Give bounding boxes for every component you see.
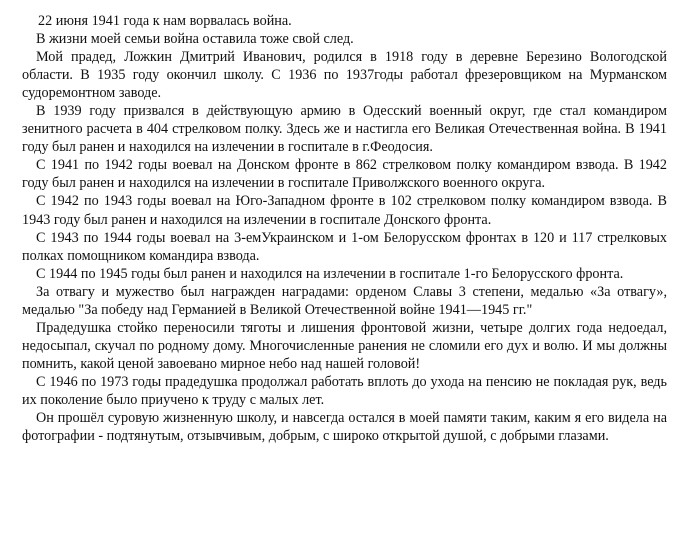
paragraph-1944-1945: С 1944 по 1945 годы был ранен и находился на излечении в госпитале 1-го Белорусского фронта.: [36, 265, 624, 282]
document-body: [22, 12, 667, 445]
paragraph-1939: В 1939 году призвался в действующую армию в Одесский военный округ, где стал командиром зенитного расчета в 404 стрелковом полку. Здесь же и настигла его Великая Отечественная война. В 1941 году был ранен и находился на излечении в госпитале в г.Феодосия.: [22, 103, 667, 156]
paragraph-birth: Мой прадед, Ложкин Дмитрий Иванович, родился в 1918 году в деревне Березино Вологодской области. В 1935 году окончил школу. С 1936 по 1937годы работал фрезеровщиком на Мурманском судоремонтном заводе.: [22, 49, 667, 102]
paragraph-memory: Он прошёл суровую жизненную школу, и навсегда остался в моей памяти таким, каким я его видела на фотографии - подтянутым, отзывчивым, добрым, с широко открытой душой, с добрыми глазами.: [22, 410, 667, 445]
paragraph-hardships: Прадедушка стойко переносили тяготы и лишения фронтовой жизни, четыре долгих года недоедал, недосыпал, скучал по родному дому. Многочисленные ранения не сломили его дух и волю. И мы должны помнить, какой ценой завоевано мирное небо над нашей головой!: [22, 319, 667, 372]
paragraph-awards: За отвагу и мужество был награжден наградами: орденом Славы 3 степени, медалью «За отвагу», медалью "За победу над Германией в Великой Отечественной войне 1941—1945 гг.": [22, 283, 667, 318]
paragraph-1941-1942: С 1941 по 1942 годы воевал на Донском фронте в 862 стрелковом полку командиром взвода. В 1942 году был ранен и находился на излечении в госпитале Приволжского военного округа.: [22, 157, 667, 192]
paragraph-postwar: С 1946 по 1973 годы прадедушка продолжал работать вплоть до ухода на пенсию не покладая рук, ведь их поколение было приучено к труду с малых лет.: [22, 373, 667, 408]
paragraph-1943-1944: С 1943 по 1944 годы воевал на 3-емУкраинском и 1-ом Белорусском фронтах в 120 и 117 стрелковых полках помощником командира взвода.: [22, 229, 667, 264]
paragraph-war-start: 22 июня 1941 года к нам ворвалась война.: [38, 13, 292, 29]
paragraph-1942-1943: С 1942 по 1943 годы воевал на Юго-Западном фронте в 102 стрелковом полку командиром взвода. В 1943 году был ранен и находился на излечении в госпитале Донского фронта.: [22, 193, 667, 228]
paragraph-family-trace: В жизни моей семьи война оставила тоже свой след.: [36, 31, 354, 48]
